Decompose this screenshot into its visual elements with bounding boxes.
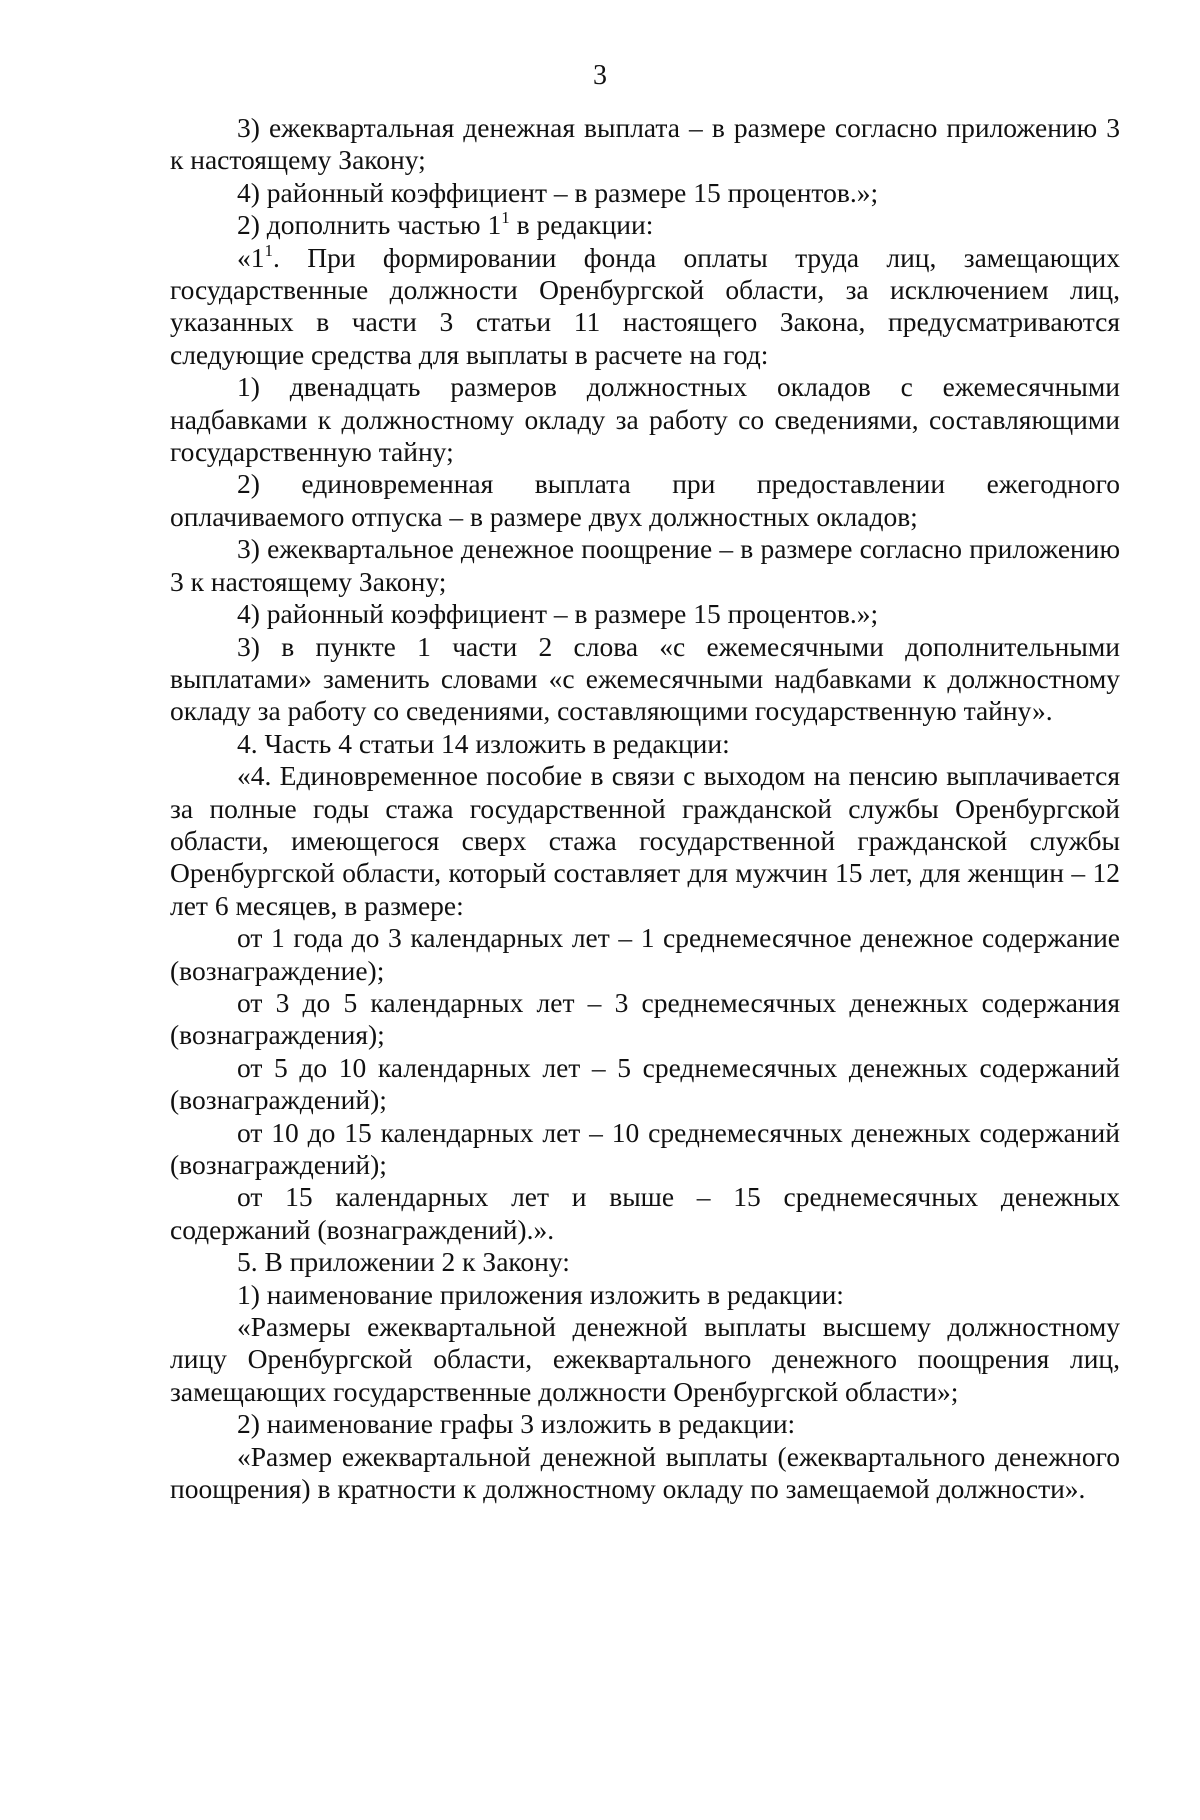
paragraph: 1) наименование приложения изложить в редакции:: [237, 1278, 844, 1310]
paragraph: от 10 до 15 календарных лет – 10 среднемесячных денежных содержаний (вознаграждений);: [170, 1116, 1120, 1180]
paragraph: 4) районный коэффициент – в размере 15 процентов.»;: [237, 176, 879, 208]
text-segment: 2) дополнить частью 1: [237, 209, 502, 241]
paragraph: 3) ежеквартальная денежная выплата – в размере согласно приложению 3 к настоящему Закону;: [170, 112, 1120, 176]
page-number: 3: [593, 60, 607, 91]
paragraph: 4. Часть 4 статьи 14 изложить в редакции:: [237, 727, 730, 759]
text-segment: . При формировании фонда оплаты труда лиц, замещающих государственные должности Оренбургской области, за исключением лиц, указанных в части 3 статьи 11 настоящего Закона, предусматриваются следующие средства для выплаты в расчете на год:: [170, 241, 1120, 370]
paragraph: 1) двенадцать размеров должностных окладов с ежемесячными надбавками к должностному окладу за работу со сведениями, составляющими государственную тайну;: [170, 371, 1120, 468]
paragraph: «4. Единовременное пособие в связи с выходом на пенсию выплачивается за полные годы стажа государственной гражданской службы Оренбургской области, имеющегося сверх стажа государственной гражданской службы Оренбургской области, который составляет для мужчин 15 лет, для женщин – 12 лет 6 месяцев, в размере:: [170, 760, 1120, 921]
paragraph: «Размеры ежеквартальной денежной выплаты высшему должностному лицу Оренбургской области, ежеквартального денежного поощрения лиц, замещающих государственные должности Оренбургской области»;: [170, 1311, 1120, 1407]
paragraph: от 15 календарных лет и выше – 15 среднемесячных денежных содержаний (вознаграждений).».: [170, 1181, 1120, 1245]
text-segment: в редакции:: [509, 209, 654, 241]
paragraph: от 3 до 5 календарных лет – 3 среднемесячных денежных содержания (вознаграждения);: [170, 986, 1120, 1051]
paragraph: 4) районный коэффициент – в размере 15 процентов.»;: [237, 598, 879, 630]
paragraph: [170, 242, 1120, 372]
paragraph: [170, 209, 1120, 241]
superscript: 1: [264, 240, 273, 260]
text-segment: «1: [237, 241, 265, 273]
paragraph: 2) единовременная выплата при предоставлении ежегодного оплачиваемого отпуска – в размере двух должностных окладов;: [170, 468, 1120, 532]
document-body: [170, 112, 1120, 1505]
paragraph: 5. В приложении 2 к Закону:: [237, 1246, 570, 1278]
paragraph: 2) наименование графы 3 изложить в редакции:: [237, 1408, 796, 1440]
superscript: 1: [501, 208, 510, 228]
paragraph: 3) ежеквартальное денежное поощрение – в размере согласно приложению 3 к настоящему Закону;: [170, 533, 1120, 597]
paragraph: 3) в пункте 1 части 2 слова «с ежемесячными дополнительными выплатами» заменить словами «с ежемесячными надбавками к должностному окладу за работу со сведениями, составляющими государственную тайну».: [170, 630, 1120, 727]
paragraph: от 5 до 10 календарных лет – 5 среднемесячных денежных содержаний (вознаграждений);: [170, 1051, 1120, 1116]
paragraph: от 1 года до 3 календарных лет – 1 среднемесячное денежное содержание (вознаграждение);: [170, 922, 1120, 986]
paragraph: «Размер ежеквартальной денежной выплаты (ежеквартального денежного поощрения) в кратности к должностному окладу по замещаемой должности».: [170, 1440, 1120, 1505]
